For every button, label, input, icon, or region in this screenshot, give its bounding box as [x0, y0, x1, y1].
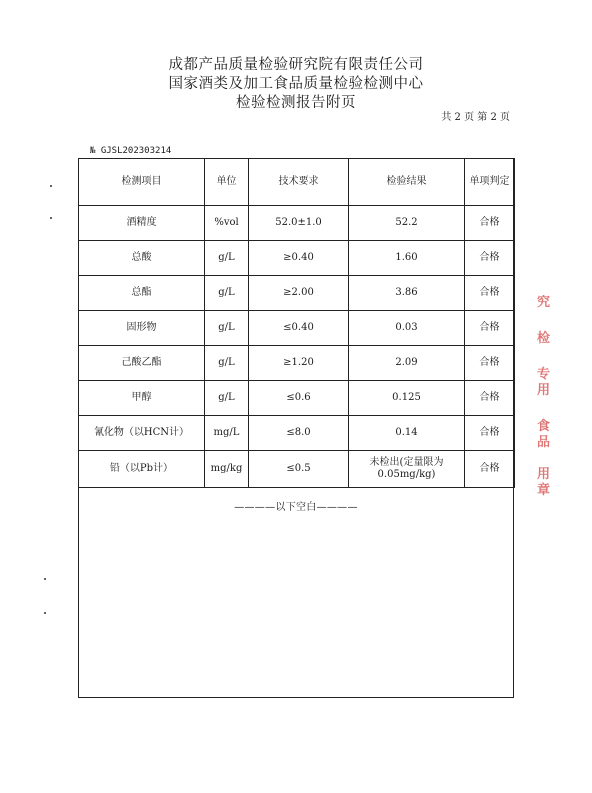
cell-unit: g/L — [205, 241, 249, 276]
table-row — [79, 381, 515, 416]
cell-requirement: ≤8.0 — [249, 416, 349, 451]
page-indicator: 共 2 页 第 2 页 — [441, 112, 510, 123]
cell-item: 氰化物（以HCN计） — [79, 416, 205, 451]
header-verdict: 单项判定 — [465, 159, 515, 206]
cell-verdict: 合格 — [465, 311, 515, 346]
cell-requirement: ≥2.00 — [249, 276, 349, 311]
cell-item: 酒精度 — [79, 206, 205, 241]
cell-item: 甲醇 — [79, 381, 205, 416]
cell-unit: %vol — [205, 206, 249, 241]
table-row — [79, 311, 515, 346]
cell-unit: g/L — [205, 276, 249, 311]
seal-char: 检 — [537, 331, 551, 346]
cell-verdict: 合格 — [465, 416, 515, 451]
scan-speck — [50, 185, 52, 187]
cell-verdict: 合格 — [465, 241, 515, 276]
cell-verdict: 合格 — [465, 206, 515, 241]
cell-unit: g/L — [205, 311, 249, 346]
cell-requirement: ≤0.40 — [249, 311, 349, 346]
cell-item: 总酸 — [79, 241, 205, 276]
blank-below-note: ————以下空白———— — [234, 502, 358, 513]
table-row — [79, 206, 515, 241]
cell-verdict: 合格 — [465, 381, 515, 416]
institute-name: 成都产品质量检验研究院有限责任公司 — [168, 57, 424, 73]
report-number: № GJSL202303214 — [90, 146, 172, 156]
cell-unit: mg/kg — [205, 451, 249, 488]
results-table — [78, 158, 515, 488]
table-row — [79, 451, 515, 488]
cell-item: 总酯 — [79, 276, 205, 311]
scan-speck — [50, 217, 52, 219]
cell-item: 铅（以Pb计） — [79, 451, 205, 488]
scan-speck — [44, 578, 46, 580]
report-title: 检验检测报告附页 — [236, 95, 356, 111]
table-row — [79, 241, 515, 276]
cell-verdict: 合格 — [465, 346, 515, 381]
cell-item: 固形物 — [79, 311, 205, 346]
cell-requirement: 52.0±1.0 — [249, 206, 349, 241]
cell-result: 3.86 — [349, 276, 465, 311]
seal-char: 品 — [537, 435, 551, 450]
header-result: 检验结果 — [349, 159, 465, 206]
table-header-row — [79, 159, 515, 206]
cell-requirement: ≥0.40 — [249, 241, 349, 276]
cell-unit: g/L — [205, 381, 249, 416]
cell-unit: g/L — [205, 346, 249, 381]
seal-char: 章 — [537, 483, 551, 498]
header-requirement: 技术要求 — [249, 159, 349, 206]
cell-result: 52.2 — [349, 206, 465, 241]
seal-char: 食 — [537, 419, 551, 434]
cell-unit: mg/L — [205, 416, 249, 451]
table-row — [79, 276, 515, 311]
cell-result: 0.14 — [349, 416, 465, 451]
cell-result: 未检出(定量限为0.05mg/kg) — [349, 451, 465, 488]
cell-requirement: ≤0.6 — [249, 381, 349, 416]
report-header — [0, 56, 592, 113]
cell-item: 己酸乙酯 — [79, 346, 205, 381]
cell-requirement: ≤0.5 — [249, 451, 349, 488]
seal-char: 用 — [537, 467, 551, 482]
header-item: 检测项目 — [79, 159, 205, 206]
seal-char: 专 — [537, 367, 551, 382]
cell-result: 0.03 — [349, 311, 465, 346]
cell-verdict: 合格 — [465, 451, 515, 488]
cell-result: 0.125 — [349, 381, 465, 416]
red-seal-stamp — [537, 295, 557, 545]
seal-char: 用 — [537, 383, 551, 398]
table-row — [79, 346, 515, 381]
cell-verdict: 合格 — [465, 276, 515, 311]
table-row — [79, 416, 515, 451]
center-name: 国家酒类及加工食品质量检验检测中心 — [168, 76, 424, 92]
cell-requirement: ≥1.20 — [249, 346, 349, 381]
header-unit: 单位 — [205, 159, 249, 206]
cell-result: 1.60 — [349, 241, 465, 276]
scan-speck — [44, 612, 46, 614]
seal-char: 究 — [537, 295, 551, 310]
cell-result: 2.09 — [349, 346, 465, 381]
